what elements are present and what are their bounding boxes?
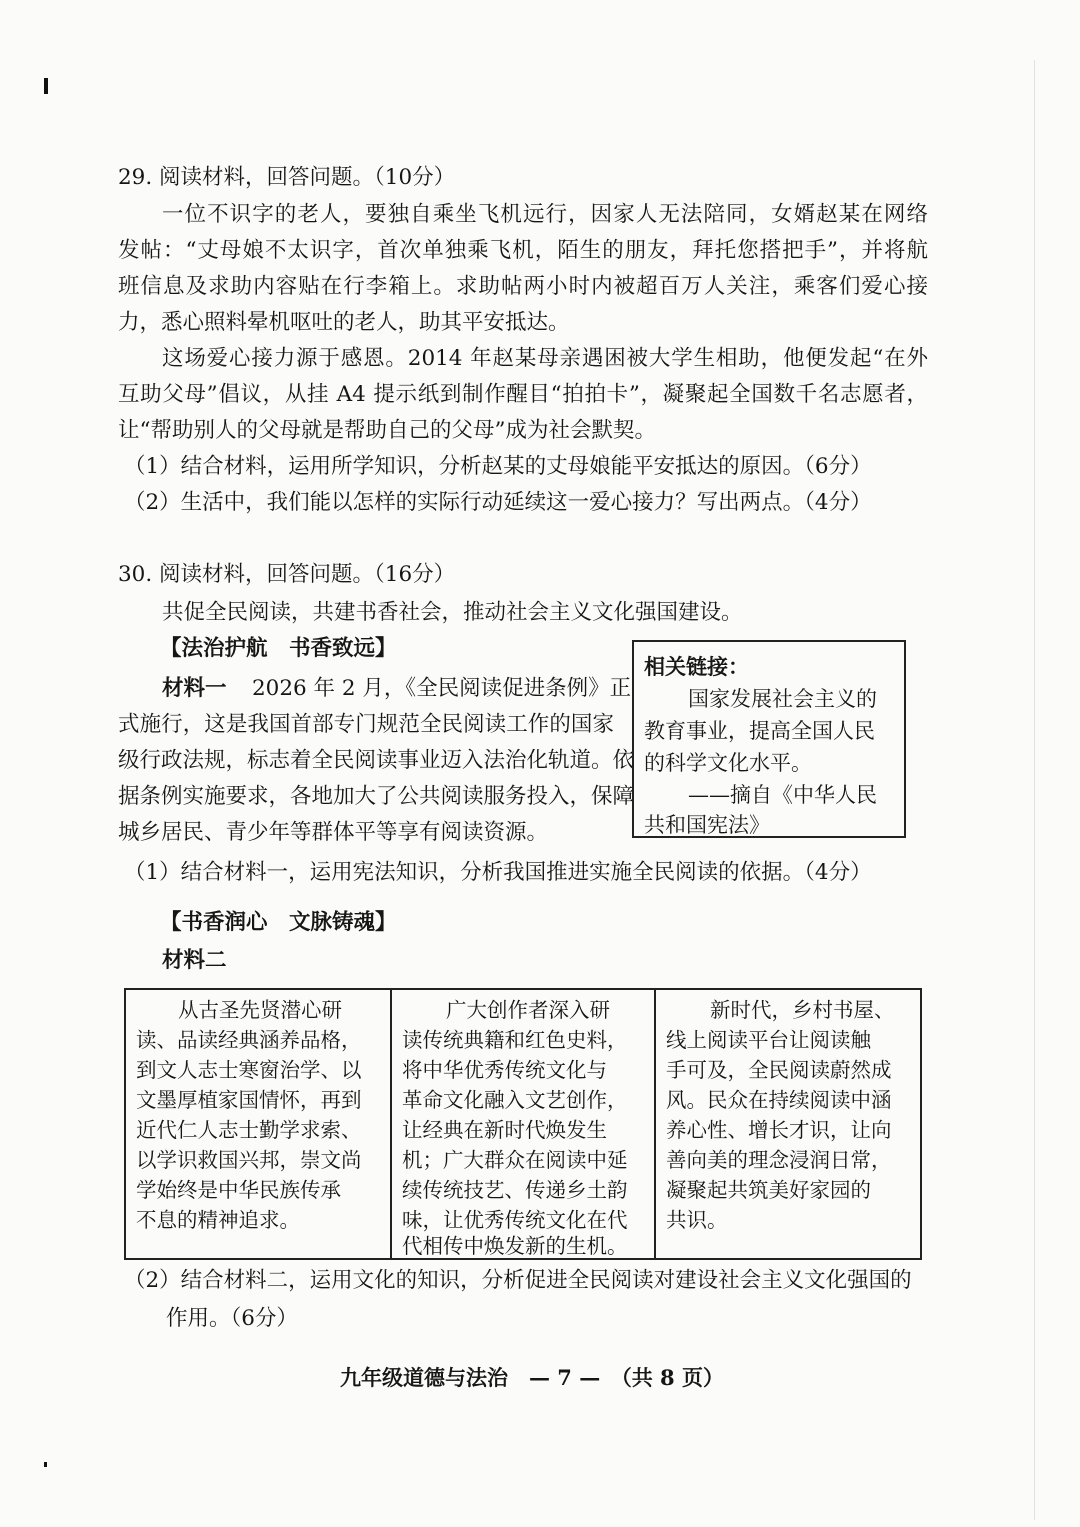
q30-title: 30. 阅读材料，回答问题。（16分）	[118, 562, 456, 587]
material1-line: 城乡居民、青少年等群体平等享有阅读资源。	[118, 820, 549, 845]
related-link-line: 国家发展社会主义的	[688, 687, 877, 711]
table-cell-line: 续传统技艺、传递乡土韵	[402, 1178, 628, 1202]
q30-sub-question-1: （1）结合材料一，运用宪法知识，分析我国推进实施全民阅读的依据。（4分）	[124, 860, 872, 885]
table-cell-line: 手可及，全民阅读蔚然成	[666, 1058, 892, 1082]
table-cell-line: 养心性、增长才识，让向	[666, 1118, 892, 1142]
page-footer: 九年级道德与法治 — 7 — （共 8 页）	[340, 1365, 724, 1390]
table-cell-line: 线上阅读平台让阅读触	[666, 1028, 871, 1052]
table-cell-line: 不息的精神追求。	[136, 1208, 300, 1232]
table-cell-line: 学始终是中华民族传承	[136, 1178, 341, 1202]
table-cell-line: 读、品读经典涵养品格，	[136, 1028, 362, 1052]
related-link-line: 教育事业，提高全国人民	[644, 719, 875, 743]
q29-material-line: 让“帮助别人的父母就是帮助自己的父母”成为社会默契。	[118, 418, 656, 443]
related-link-source: 共和国宪法》	[644, 813, 770, 837]
scan-mark	[44, 78, 48, 94]
material2-column	[390, 990, 656, 1258]
q29-sub-question-2: （2）生活中，我们能以怎样的实际行动延续这一爱心接力？写出两点。（4分）	[124, 490, 872, 515]
q29-material-line: 一位不识字的老人，要独自乘坐飞机远行，因家人无法陪同，女婿赵某在网络	[162, 202, 928, 227]
table-cell-line: 广大创作者深入研	[446, 998, 610, 1022]
q30-sub-question-2-cont: 作用。（6分）	[166, 1306, 298, 1331]
related-link-title: 相关链接：	[644, 654, 749, 679]
table-cell-line: 近代仁人志士勤学求索、	[136, 1118, 362, 1142]
table-cell-line: 善向美的理念浸润日常，	[666, 1148, 892, 1172]
q29-material-line: 班信息及求助内容贴在行李箱上。求助帖两小时内被超百万人关注，乘客们爱心接	[118, 274, 928, 299]
table-cell-line: 凝聚起共筑美好家园的	[666, 1178, 871, 1202]
material1-line: 式施行，这是我国首部专门规范全民阅读工作的国家	[118, 712, 614, 737]
table-cell-line: 以学识救国兴邦，崇文尚	[136, 1148, 362, 1172]
table-cell-line: 从古圣先贤潜心研	[178, 998, 342, 1022]
material1-label: 材料一	[162, 676, 227, 701]
material1-line: 级行政法规，标志着全民阅读事业迈入法治化轨道。依	[118, 748, 635, 773]
q30-section2-heading: 【书香润心 文脉铸魂】	[160, 910, 397, 935]
table-cell-line: 代相传中焕发新的生机。	[402, 1234, 628, 1258]
q29-material-line: 互助父母”倡议，从挂 A4 提示纸到制作醒目“拍拍卡”，凝聚起全国数千名志愿者，	[118, 382, 928, 407]
q30-section1-heading: 【法治护航 书香致远】	[160, 636, 397, 661]
q29-title: 29. 阅读材料，回答问题。（10分）	[118, 165, 456, 190]
table-cell-line: 读传统典籍和红色史料，	[402, 1028, 628, 1052]
material2-label: 材料二	[162, 948, 227, 973]
q30-sub-question-2: （2）结合材料二，运用文化的知识，分析促进全民阅读对建设社会主义文化强国的	[124, 1268, 912, 1293]
q29-material-line: 发帖：“丈母娘不太识字，首次单独乘飞机，陌生的朋友，拜托您搭把手”，并将航	[118, 238, 928, 263]
table-cell-line: 革命文化融入文艺创作，	[402, 1088, 628, 1112]
q29-material-line: 力，悉心照料晕机呕吐的老人，助其平安抵达。	[118, 310, 570, 335]
related-link-line: 的科学文化水平。	[644, 751, 812, 775]
scan-mark	[44, 1462, 47, 1467]
table-cell-line: 机；广大群众在阅读中延	[402, 1148, 628, 1172]
table-cell-line: 新时代，乡村书屋、	[710, 998, 895, 1022]
related-link-box	[632, 640, 906, 838]
table-cell-line: 将中华优秀传统文化与	[402, 1058, 607, 1082]
q29-material-line: 这场爱心接力源于感恩。2014 年赵某母亲遇困被大学生相助，他便发起“在外	[162, 346, 928, 371]
scan-edge	[1034, 60, 1035, 1520]
material2-column	[126, 990, 390, 1258]
material2-table	[124, 988, 922, 1260]
q30-intro: 共促全民阅读，共建书香社会，推动社会主义文化强国建设。	[162, 600, 743, 625]
material1-line: 2026 年 2 月，《全民阅读促进条例》正	[252, 676, 632, 701]
q29-sub-question-1: （1）结合材料，运用所学知识，分析赵某的丈母娘能平安抵达的原因。（6分）	[124, 454, 872, 479]
related-link-source: ——摘自《中华人民	[688, 783, 877, 807]
table-cell-line: 味，让优秀传统文化在代	[402, 1208, 628, 1232]
table-cell-line: 风。民众在持续阅读中涵	[666, 1088, 892, 1112]
table-cell-line: 共识。	[666, 1208, 728, 1232]
material1-line: 据条例实施要求，各地加大了公共阅读服务投入，保障	[118, 784, 635, 809]
table-cell-line: 让经典在新时代焕发生	[402, 1118, 607, 1142]
table-cell-line: 文墨厚植家国情怀，再到	[136, 1088, 362, 1112]
material2-column	[654, 990, 922, 1258]
table-cell-line: 到文人志士寒窗治学、以	[136, 1058, 362, 1082]
